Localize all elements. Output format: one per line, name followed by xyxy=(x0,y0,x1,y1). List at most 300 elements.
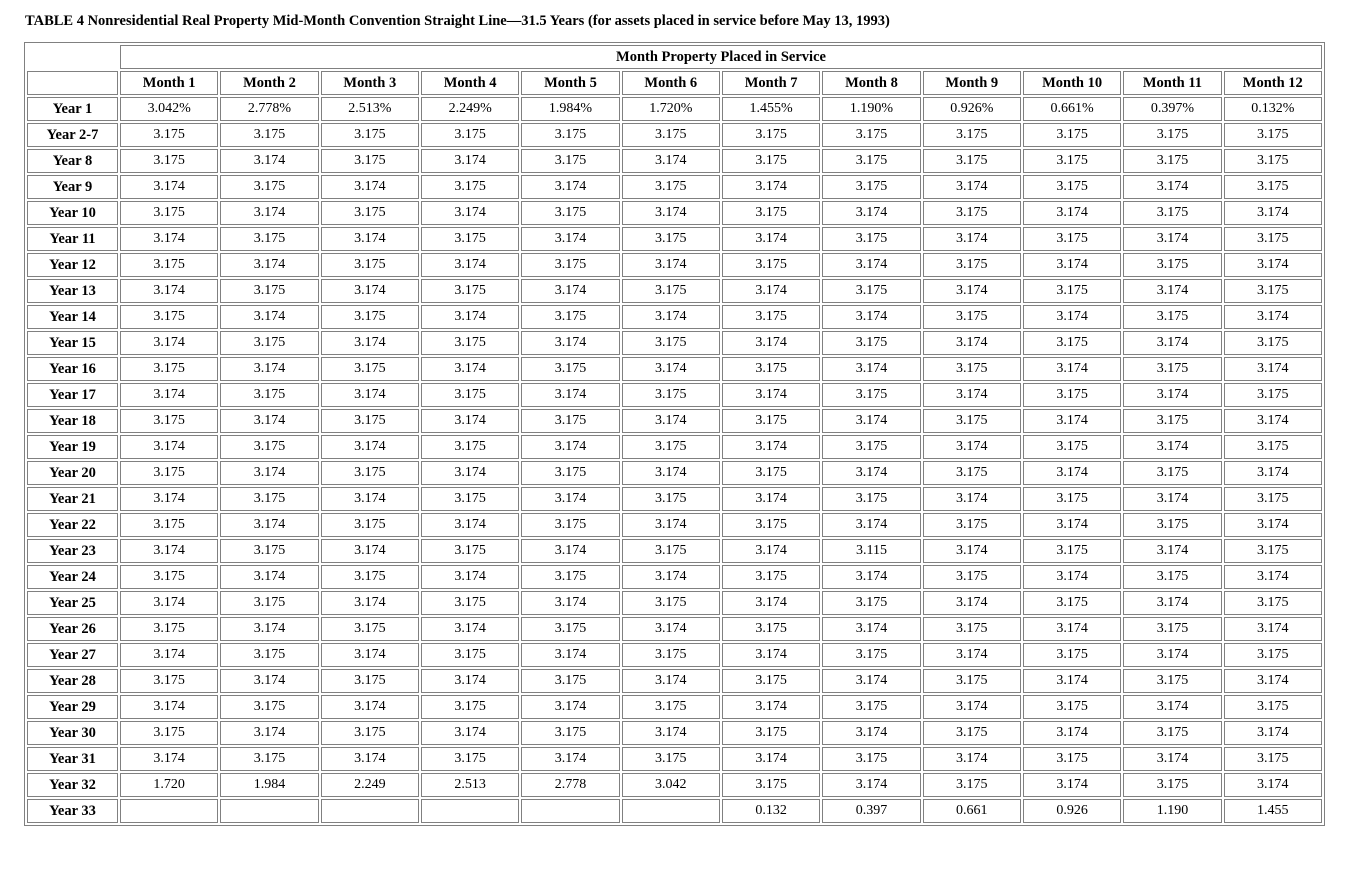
rate-cell: 3.175 xyxy=(622,747,720,771)
rate-cell: 3.175 xyxy=(220,695,318,719)
rate-cell: 3.174 xyxy=(722,175,820,199)
rate-cell: 3.174 xyxy=(923,695,1021,719)
rate-cell: 3.174 xyxy=(321,539,419,563)
rate-cell: 3.174 xyxy=(120,279,218,303)
column-header: Month 4 xyxy=(421,71,519,95)
rate-cell: 1.455 xyxy=(1224,799,1322,823)
rate-cell: 3.174 xyxy=(622,617,720,641)
table-row xyxy=(27,643,1322,667)
rate-cell: 3.175 xyxy=(421,331,519,355)
rate-cell: 3.175 xyxy=(622,643,720,667)
rate-cell: 1.720% xyxy=(622,97,720,121)
rate-cell: 3.175 xyxy=(521,305,619,329)
rate-cell: 3.174 xyxy=(220,461,318,485)
rate-cell: 0.397% xyxy=(1123,97,1221,121)
row-label: Year 18 xyxy=(27,409,118,433)
column-header: Month 3 xyxy=(321,71,419,95)
rate-cell: 3.174 xyxy=(923,175,1021,199)
rate-cell: 3.174 xyxy=(120,435,218,459)
rate-cell: 3.175 xyxy=(1123,149,1221,173)
rate-cell: 3.174 xyxy=(421,565,519,589)
rate-cell: 3.174 xyxy=(1224,201,1322,225)
rate-cell: 3.174 xyxy=(421,409,519,433)
rate-cell: 1.984% xyxy=(521,97,619,121)
row-label: Year 12 xyxy=(27,253,118,277)
column-header: Month 8 xyxy=(822,71,920,95)
rate-cell: 3.175 xyxy=(120,123,218,147)
rate-cell: 3.174 xyxy=(521,227,619,251)
rate-cell: 3.174 xyxy=(521,591,619,615)
rate-cell: 3.174 xyxy=(521,643,619,667)
row-label: Year 9 xyxy=(27,175,118,199)
rate-cell: 3.174 xyxy=(521,383,619,407)
column-header: Month 12 xyxy=(1224,71,1322,95)
table-body xyxy=(27,97,1322,823)
rate-cell: 3.175 xyxy=(521,565,619,589)
rate-cell: 3.175 xyxy=(120,201,218,225)
rate-cell: 3.174 xyxy=(321,279,419,303)
rate-cell: 3.175 xyxy=(822,149,920,173)
row-label: Year 25 xyxy=(27,591,118,615)
table-title: TABLE 4 Nonresidential Real Property Mid-Month Convention Straight Line—31.5 Years (for assets placed in service before May 13, 1993) xyxy=(25,13,890,29)
rate-cell: 3.174 xyxy=(321,591,419,615)
corner-cell xyxy=(27,71,118,95)
rate-cell: 3.174 xyxy=(421,721,519,745)
rate-cell: 3.175 xyxy=(220,383,318,407)
rate-cell: 3.175 xyxy=(1023,123,1121,147)
group-header: Month Property Placed in Service xyxy=(120,45,1322,69)
rate-cell: 3.175 xyxy=(1123,305,1221,329)
rate-cell: 3.175 xyxy=(321,617,419,641)
rate-cell: 3.175 xyxy=(722,513,820,537)
rate-cell: 3.175 xyxy=(822,435,920,459)
rate-cell: 3.175 xyxy=(1123,669,1221,693)
rate-cell: 3.175 xyxy=(822,383,920,407)
row-label: Year 11 xyxy=(27,227,118,251)
rate-cell: 3.175 xyxy=(120,305,218,329)
rate-cell: 3.174 xyxy=(1023,513,1121,537)
rate-cell: 3.174 xyxy=(120,695,218,719)
rate-cell: 3.174 xyxy=(1123,331,1221,355)
table-row xyxy=(27,565,1322,589)
rate-cell: 3.175 xyxy=(1224,487,1322,511)
rate-cell: 3.174 xyxy=(421,461,519,485)
rate-cell: 3.175 xyxy=(1224,695,1322,719)
rate-cell: 3.175 xyxy=(120,617,218,641)
rate-cell: 3.174 xyxy=(722,279,820,303)
rate-cell: 3.175 xyxy=(822,643,920,667)
rate-cell: 3.174 xyxy=(220,565,318,589)
rate-cell: 3.175 xyxy=(722,201,820,225)
rate-cell: 3.175 xyxy=(1123,357,1221,381)
rate-cell: 3.175 xyxy=(822,227,920,251)
rate-cell: 3.175 xyxy=(220,331,318,355)
rate-cell: 3.174 xyxy=(321,643,419,667)
rate-cell: 3.174 xyxy=(1023,305,1121,329)
rate-cell: 3.175 xyxy=(722,669,820,693)
rate-cell: 3.175 xyxy=(822,279,920,303)
rate-cell xyxy=(220,799,318,823)
rate-cell: 3.174 xyxy=(622,565,720,589)
rate-cell: 3.175 xyxy=(1023,591,1121,615)
table-row xyxy=(27,747,1322,771)
rate-cell: 3.175 xyxy=(120,721,218,745)
rate-cell: 3.174 xyxy=(1224,721,1322,745)
rate-cell: 3.175 xyxy=(1224,747,1322,771)
rate-cell: 3.174 xyxy=(120,539,218,563)
rate-cell: 3.174 xyxy=(321,227,419,251)
row-label: Year 8 xyxy=(27,149,118,173)
rate-cell: 3.175 xyxy=(923,617,1021,641)
rate-cell: 3.175 xyxy=(120,669,218,693)
rate-cell: 3.175 xyxy=(923,461,1021,485)
rate-cell: 3.175 xyxy=(1123,773,1221,797)
rate-cell: 3.175 xyxy=(120,409,218,433)
rate-cell: 3.175 xyxy=(220,747,318,771)
rate-cell: 3.175 xyxy=(421,175,519,199)
rate-cell: 3.175 xyxy=(722,565,820,589)
row-label: Year 16 xyxy=(27,357,118,381)
table-row xyxy=(27,227,1322,251)
rate-cell: 3.174 xyxy=(120,643,218,667)
rate-cell: 3.174 xyxy=(321,487,419,511)
rate-cell: 3.175 xyxy=(923,773,1021,797)
column-header-row xyxy=(27,71,1322,95)
rate-cell: 3.175 xyxy=(1123,461,1221,485)
rate-cell: 3.174 xyxy=(220,253,318,277)
rate-cell: 3.174 xyxy=(722,539,820,563)
rate-cell: 3.174 xyxy=(722,643,820,667)
rate-cell: 3.175 xyxy=(220,591,318,615)
rate-cell: 3.174 xyxy=(923,539,1021,563)
rate-cell: 3.175 xyxy=(1224,331,1322,355)
table-row xyxy=(27,695,1322,719)
rate-cell: 3.174 xyxy=(321,747,419,771)
table-row xyxy=(27,409,1322,433)
rate-cell: 3.174 xyxy=(622,201,720,225)
rate-cell: 3.175 xyxy=(521,149,619,173)
rate-cell: 3.174 xyxy=(220,669,318,693)
rate-cell: 3.175 xyxy=(1123,617,1221,641)
table-row xyxy=(27,175,1322,199)
rate-cell: 3.174 xyxy=(521,695,619,719)
rate-cell: 3.174 xyxy=(1023,773,1121,797)
row-label: Year 26 xyxy=(27,617,118,641)
rate-cell: 3.175 xyxy=(421,487,519,511)
rate-cell: 3.174 xyxy=(822,565,920,589)
rate-cell: 3.174 xyxy=(521,331,619,355)
rate-cell: 3.175 xyxy=(220,487,318,511)
rate-cell: 3.174 xyxy=(822,305,920,329)
rate-cell: 3.175 xyxy=(120,149,218,173)
row-label: Year 22 xyxy=(27,513,118,537)
table-row xyxy=(27,591,1322,615)
table-row xyxy=(27,513,1322,537)
rate-cell: 3.175 xyxy=(1023,331,1121,355)
rate-cell: 3.175 xyxy=(1023,383,1121,407)
rate-cell: 3.175 xyxy=(220,175,318,199)
rate-cell: 3.174 xyxy=(1224,357,1322,381)
rate-cell: 3.174 xyxy=(1023,461,1121,485)
rate-cell: 3.174 xyxy=(1123,643,1221,667)
rate-cell: 3.042% xyxy=(120,97,218,121)
rate-cell: 3.175 xyxy=(321,409,419,433)
rate-cell: 3.174 xyxy=(1224,669,1322,693)
rate-cell: 3.175 xyxy=(321,123,419,147)
rate-cell: 3.175 xyxy=(521,513,619,537)
rate-cell: 3.174 xyxy=(321,435,419,459)
rate-cell: 3.174 xyxy=(1123,747,1221,771)
rate-cell: 3.174 xyxy=(1123,695,1221,719)
rate-cell: 3.175 xyxy=(321,461,419,485)
rate-cell: 3.174 xyxy=(622,357,720,381)
rate-cell: 3.175 xyxy=(1023,175,1121,199)
rate-cell: 3.175 xyxy=(1224,279,1322,303)
rate-cell: 3.175 xyxy=(1123,123,1221,147)
rate-cell: 3.174 xyxy=(822,409,920,433)
rate-cell: 3.175 xyxy=(521,357,619,381)
table-row xyxy=(27,461,1322,485)
rate-cell: 2.778% xyxy=(220,97,318,121)
rate-cell: 3.175 xyxy=(1023,279,1121,303)
rate-cell: 1.190% xyxy=(822,97,920,121)
rate-cell: 3.174 xyxy=(120,175,218,199)
rate-cell: 3.175 xyxy=(1023,747,1121,771)
rate-cell: 3.174 xyxy=(1123,383,1221,407)
table-row xyxy=(27,123,1322,147)
rate-cell: 3.175 xyxy=(421,643,519,667)
rate-cell: 3.175 xyxy=(822,331,920,355)
rate-cell: 3.175 xyxy=(1023,539,1121,563)
rate-cell: 3.175 xyxy=(321,721,419,745)
rate-cell: 2.778 xyxy=(521,773,619,797)
rate-cell: 3.175 xyxy=(321,201,419,225)
rate-cell: 3.174 xyxy=(1123,175,1221,199)
rate-cell: 3.175 xyxy=(1023,149,1121,173)
rate-cell: 3.175 xyxy=(521,253,619,277)
rate-cell: 3.175 xyxy=(622,435,720,459)
rate-cell: 3.174 xyxy=(421,149,519,173)
rate-cell: 3.175 xyxy=(822,747,920,771)
rate-cell: 3.174 xyxy=(1023,201,1121,225)
rate-cell: 3.174 xyxy=(923,331,1021,355)
row-label: Year 1 xyxy=(27,97,118,121)
rate-cell: 3.174 xyxy=(722,695,820,719)
rate-cell: 3.175 xyxy=(521,409,619,433)
rate-cell: 3.174 xyxy=(321,383,419,407)
row-label: Year 10 xyxy=(27,201,118,225)
rate-cell: 3.175 xyxy=(722,409,820,433)
rate-cell: 3.175 xyxy=(521,123,619,147)
table-row xyxy=(27,799,1322,823)
row-label: Year 32 xyxy=(27,773,118,797)
rate-cell: 1.984 xyxy=(220,773,318,797)
rate-cell: 0.397 xyxy=(822,799,920,823)
rate-cell: 3.174 xyxy=(220,305,318,329)
rate-cell: 3.174 xyxy=(220,617,318,641)
rate-cell: 3.174 xyxy=(120,383,218,407)
rate-cell: 3.175 xyxy=(220,279,318,303)
row-label: Year 28 xyxy=(27,669,118,693)
column-header: Month 7 xyxy=(722,71,820,95)
rate-cell xyxy=(521,799,619,823)
rate-cell: 3.175 xyxy=(521,669,619,693)
rate-cell: 3.175 xyxy=(521,617,619,641)
rate-cell: 3.174 xyxy=(822,253,920,277)
rate-cell: 3.174 xyxy=(521,747,619,771)
rate-cell: 3.174 xyxy=(722,435,820,459)
rate-cell: 3.175 xyxy=(220,227,318,251)
rate-cell: 3.175 xyxy=(321,149,419,173)
row-label: Year 20 xyxy=(27,461,118,485)
rate-cell: 3.174 xyxy=(1224,409,1322,433)
table-row xyxy=(27,617,1322,641)
rate-cell: 3.175 xyxy=(321,669,419,693)
rate-cell: 0.132 xyxy=(722,799,820,823)
rate-cell: 3.175 xyxy=(923,201,1021,225)
rate-cell: 3.175 xyxy=(421,435,519,459)
row-label: Year 21 xyxy=(27,487,118,511)
rate-cell: 3.175 xyxy=(1123,565,1221,589)
rate-cell: 3.174 xyxy=(220,513,318,537)
rate-cell: 3.175 xyxy=(1224,643,1322,667)
rate-cell: 3.174 xyxy=(822,721,920,745)
rate-cell: 3.175 xyxy=(120,357,218,381)
rate-cell: 3.174 xyxy=(1123,227,1221,251)
rate-cell: 3.174 xyxy=(421,305,519,329)
rate-cell: 3.174 xyxy=(120,747,218,771)
rate-cell: 3.174 xyxy=(722,383,820,407)
rate-cell: 3.175 xyxy=(923,721,1021,745)
rate-cell: 3.175 xyxy=(923,565,1021,589)
rate-cell: 3.175 xyxy=(1123,513,1221,537)
rate-cell: 3.174 xyxy=(822,773,920,797)
rate-cell: 3.175 xyxy=(1123,721,1221,745)
rate-cell: 3.175 xyxy=(622,539,720,563)
rate-cell: 3.174 xyxy=(822,669,920,693)
rate-cell: 3.174 xyxy=(120,227,218,251)
rate-cell: 3.174 xyxy=(1224,305,1322,329)
rate-cell: 3.175 xyxy=(120,253,218,277)
rate-cell: 3.175 xyxy=(722,123,820,147)
rate-cell: 3.175 xyxy=(622,279,720,303)
rate-cell: 3.175 xyxy=(1224,227,1322,251)
rate-cell: 3.174 xyxy=(1123,435,1221,459)
rate-cell: 3.175 xyxy=(1123,409,1221,433)
rate-cell: 1.455% xyxy=(722,97,820,121)
rate-cell: 3.175 xyxy=(722,253,820,277)
rate-cell: 3.175 xyxy=(622,227,720,251)
rate-cell: 3.175 xyxy=(1224,123,1322,147)
rate-cell: 3.175 xyxy=(923,357,1021,381)
rate-cell: 3.174 xyxy=(923,435,1021,459)
rate-cell: 3.175 xyxy=(822,175,920,199)
rate-cell: 3.175 xyxy=(622,487,720,511)
rate-cell: 3.174 xyxy=(120,331,218,355)
rate-cell: 3.174 xyxy=(923,279,1021,303)
rate-cell: 3.174 xyxy=(220,357,318,381)
rate-cell: 3.175 xyxy=(722,149,820,173)
rate-cell: 3.175 xyxy=(1224,539,1322,563)
table-row xyxy=(27,149,1322,173)
table-row xyxy=(27,305,1322,329)
rate-cell: 3.175 xyxy=(923,149,1021,173)
rate-cell: 3.175 xyxy=(923,305,1021,329)
rate-cell: 3.175 xyxy=(421,591,519,615)
rate-cell: 3.174 xyxy=(1224,773,1322,797)
rate-cell: 3.175 xyxy=(421,227,519,251)
rate-cell: 3.175 xyxy=(822,591,920,615)
rate-cell: 1.190 xyxy=(1123,799,1221,823)
rate-cell: 3.175 xyxy=(220,123,318,147)
rate-cell: 3.174 xyxy=(622,513,720,537)
rate-cell: 3.175 xyxy=(521,721,619,745)
rate-cell: 2.513% xyxy=(321,97,419,121)
rate-cell: 3.174 xyxy=(722,227,820,251)
rate-cell: 3.175 xyxy=(622,175,720,199)
rate-cell: 3.175 xyxy=(1023,435,1121,459)
rate-cell: 3.174 xyxy=(120,487,218,511)
rate-cell: 3.174 xyxy=(421,253,519,277)
rate-cell: 0.926% xyxy=(923,97,1021,121)
rate-cell: 3.175 xyxy=(722,461,820,485)
row-label: Year 24 xyxy=(27,565,118,589)
rate-cell: 3.175 xyxy=(321,565,419,589)
row-label: Year 23 xyxy=(27,539,118,563)
table-row xyxy=(27,435,1322,459)
rate-cell: 3.175 xyxy=(521,201,619,225)
rate-cell: 3.175 xyxy=(1023,487,1121,511)
rate-cell: 3.174 xyxy=(521,175,619,199)
rate-cell: 3.174 xyxy=(421,357,519,381)
table-row xyxy=(27,357,1322,381)
rate-cell xyxy=(120,799,218,823)
rate-cell: 0.661% xyxy=(1023,97,1121,121)
rate-cell: 3.174 xyxy=(1123,591,1221,615)
rate-cell: 3.174 xyxy=(822,357,920,381)
row-label: Year 2-7 xyxy=(27,123,118,147)
rate-cell: 3.174 xyxy=(1123,279,1221,303)
rate-cell: 3.174 xyxy=(622,461,720,485)
rate-cell: 3.174 xyxy=(220,409,318,433)
rate-cell: 3.175 xyxy=(321,253,419,277)
rate-cell: 3.174 xyxy=(120,591,218,615)
rate-cell: 3.174 xyxy=(1023,409,1121,433)
rate-cell: 3.174 xyxy=(1023,617,1121,641)
rate-cell: 2.249 xyxy=(321,773,419,797)
rate-cell: 3.174 xyxy=(521,539,619,563)
rate-cell: 3.174 xyxy=(421,201,519,225)
row-label: Year 27 xyxy=(27,643,118,667)
rate-cell: 3.175 xyxy=(1224,383,1322,407)
rate-cell: 3.174 xyxy=(321,695,419,719)
rate-cell: 3.175 xyxy=(622,331,720,355)
row-label: Year 14 xyxy=(27,305,118,329)
group-header-row xyxy=(27,45,1322,69)
rate-cell: 3.175 xyxy=(622,123,720,147)
rate-cell: 0.132% xyxy=(1224,97,1322,121)
column-header: Month 9 xyxy=(923,71,1021,95)
rate-cell: 2.513 xyxy=(421,773,519,797)
rate-cell: 3.174 xyxy=(923,487,1021,511)
rate-cell: 3.174 xyxy=(1023,357,1121,381)
rate-cell: 3.174 xyxy=(722,331,820,355)
rate-cell: 3.175 xyxy=(421,747,519,771)
rate-cell: 3.175 xyxy=(421,695,519,719)
rate-cell: 3.174 xyxy=(220,149,318,173)
rate-cell: 3.174 xyxy=(923,643,1021,667)
rate-cell: 3.174 xyxy=(521,487,619,511)
